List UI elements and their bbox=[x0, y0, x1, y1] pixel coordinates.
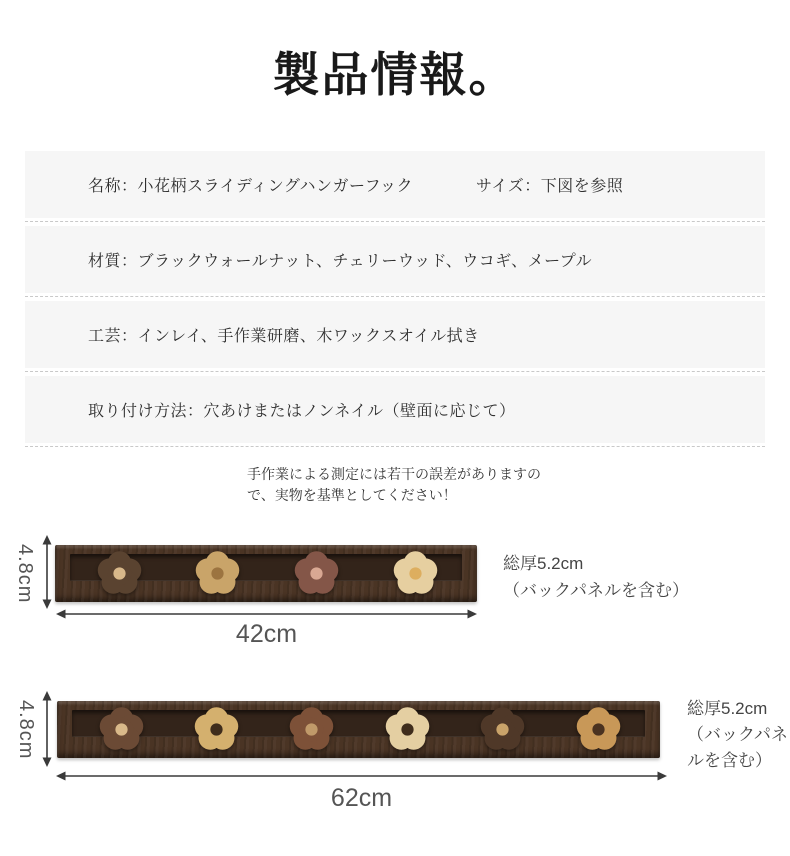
flower-hook-icon bbox=[384, 706, 431, 758]
spec-installation: 取り付け方法：穴あけまたはノンネイル（壁面に応じて） bbox=[88, 403, 516, 420]
flower-hook-icon bbox=[193, 706, 240, 758]
page-title: 製品情報。 bbox=[272, 48, 518, 103]
dashed-divider bbox=[25, 221, 765, 222]
hanger-rail-62cm bbox=[57, 701, 660, 758]
spec-row-craft bbox=[25, 301, 765, 368]
thickness-note: 総厚5.2cm （バックパネルを含む） bbox=[687, 699, 788, 770]
thickness-note-line1: 総厚5.2cm bbox=[503, 554, 584, 573]
width-arrow bbox=[56, 769, 667, 783]
spec-size: サイズ：下図を参照 bbox=[476, 178, 624, 195]
spec-material: 材質：ブラックウォールナット、チェリーウッド、ウコギ、メープル bbox=[88, 253, 593, 270]
spec-table bbox=[25, 151, 765, 451]
dashed-divider bbox=[25, 446, 765, 447]
flower-hook-icon bbox=[98, 706, 145, 758]
dashed-divider bbox=[25, 371, 765, 372]
flower-hook-icon bbox=[288, 706, 335, 758]
width-dimension-label: 42cm bbox=[235, 620, 298, 648]
flower-hook-icon bbox=[392, 550, 439, 602]
width-dimension-label: 62cm bbox=[330, 784, 393, 812]
flower-hook-icon bbox=[194, 550, 241, 602]
spec-row-installation bbox=[25, 376, 765, 443]
spec-row-name-size bbox=[25, 151, 765, 218]
flower-hook-icon bbox=[96, 550, 143, 602]
height-arrow bbox=[41, 535, 53, 609]
height-dimension-label: 4.8cm bbox=[15, 700, 37, 760]
thickness-note-line2: （バックパネルを含む） bbox=[503, 581, 689, 600]
measurement-note: 手作業による測定には若干の誤差がありますので、実物を基準としてください！ bbox=[247, 466, 541, 503]
sliding-groove bbox=[72, 710, 645, 737]
thickness-note bbox=[503, 550, 689, 604]
height-arrow bbox=[41, 691, 53, 767]
height-dimension-label: 4.8cm bbox=[14, 544, 36, 604]
flower-hook-icon bbox=[293, 550, 340, 602]
spec-craft: 工芸：インレイ、手作業研磨、木ワックスオイル拭き bbox=[88, 328, 480, 345]
flower-hook-icon bbox=[575, 706, 622, 758]
hanger-rail-42cm bbox=[55, 545, 477, 602]
spec-name: 名称：小花柄スライディングハンガーフック bbox=[88, 178, 414, 195]
spec-row-material bbox=[25, 226, 765, 293]
width-arrow bbox=[56, 607, 477, 621]
dashed-divider bbox=[25, 296, 765, 297]
flower-hook-icon bbox=[479, 706, 526, 758]
